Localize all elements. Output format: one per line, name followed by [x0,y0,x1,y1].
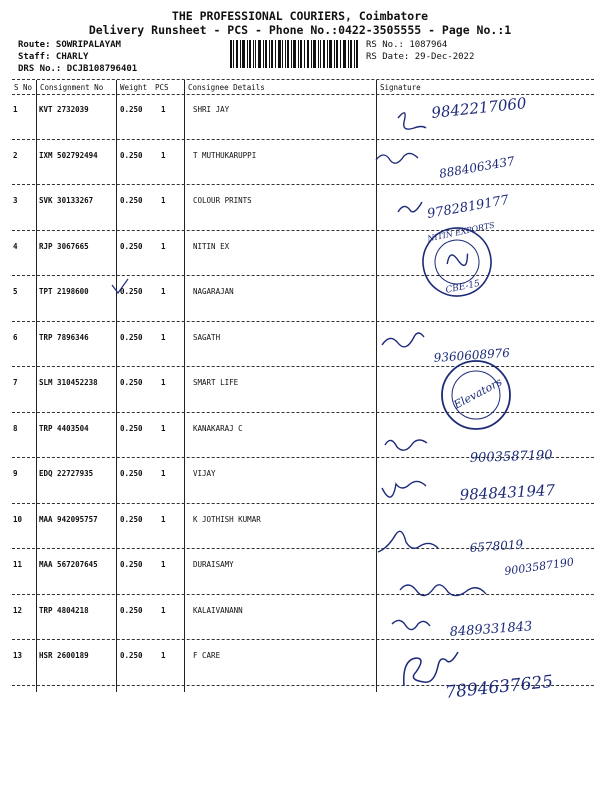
row-weight: 0.250 [120,469,143,478]
sig-note-12: 8489331843 [449,619,533,640]
col-sno-header: S No [14,83,33,92]
rs-number: RS No.: 1087964 [366,40,448,50]
row-consignee: COLOUR PRINTS [193,196,252,205]
row-consignee: SAGATH [193,332,221,342]
row-pcs: 1 [161,469,166,478]
smart-life-stamp [442,361,510,429]
col-weight-header: Weight [120,83,148,92]
row-consignment-no: TPT 2198600 [39,287,89,296]
signature-scribble [382,333,424,347]
row-consignee: DURAISAMY [193,560,234,569]
runsheet-subtitle: Delivery Runsheet - PCS - Phone No.:0422-3505555 - Page No.:1 [88,23,512,37]
row-consignment-no: SVK 30133267 [39,196,94,205]
row-consignee: NITIN EX [193,241,230,251]
row-consignment-no: MAA 567207645 [39,560,98,569]
row-sno: 9 [13,469,18,478]
row-weight: 0.250 [120,287,143,296]
row-sno: 13 [13,651,23,660]
sig-note-8: 9003587190 [469,448,553,466]
drs-number: DRS No.: DCJB108796401 [18,64,138,74]
row-sno: 8 [13,423,18,433]
row-consignment-no: TRP 7896346 [39,332,89,342]
row-pcs: 1 [161,560,166,569]
row-sno: 10 [13,514,23,524]
signature-scribble [400,585,486,596]
signature-scribble [392,620,430,629]
signature-scribble [382,481,426,497]
row-weight: 0.250 [120,150,143,160]
row-consignment-no: TRP 4403504 [39,423,89,433]
row-pcs: 1 [161,378,166,387]
row-pcs: 1 [161,332,166,342]
row-pcs: 1 [161,514,166,524]
row-consignment-no: TRP 4804218 [39,605,89,615]
row-consignment-no: IXM 502792494 [39,150,98,160]
row-weight: 0.250 [120,560,143,569]
company-title: THE PROFESSIONAL COURIERS, Coimbatore [171,9,429,23]
row-weight: 0.250 [120,332,143,342]
row-sno: 1 [13,105,18,114]
row-pcs: 1 [161,651,166,660]
sig-note-3: 9782819177 [426,192,511,222]
sig-note-13: 7894637625 [444,671,555,703]
signature-scribble [404,652,458,686]
route-label: Route: SOWRIPALAYAM [18,40,121,50]
signature-scribble [398,202,422,212]
row-consignee: SHRI JAY [193,105,230,114]
svg-text:CBE-15: CBE-15 [444,278,481,296]
row-weight: 0.250 [120,196,143,205]
row-sno: 7 [13,378,18,387]
row-consignee: NAGARAJAN [193,287,234,296]
row-consignee: VIJAY [193,469,216,478]
row-pcs: 1 [161,241,166,251]
row-weight: 0.250 [120,378,143,387]
row-consignment-no: SLM 310452238 [39,378,98,387]
rs-date: RS Date: 29-Dec-2022 [366,52,475,62]
row-pcs: 1 [161,605,166,615]
sig-note-10: 6578019 [469,537,524,555]
sig-note-2: 8884063437 [438,153,516,181]
row-consignee: T MUTHUKARUPPI [193,150,257,160]
row-pcs: 1 [161,196,166,205]
row-weight: 0.250 [120,514,143,524]
row-pcs: 1 [161,105,166,114]
row-sno: 5 [13,287,18,296]
row-consignee: K JOTHISH KUMAR [193,514,261,524]
col-consignee-header: Consignee Details [188,83,265,92]
row-consignment-no: HSR 2600189 [39,651,89,660]
row-sno: 3 [13,196,18,205]
row-consignment-no: MAA 942095757 [39,514,98,524]
row-pcs: 1 [161,287,166,296]
col-consignment-header: Consignment No [40,83,104,92]
row-consignee: F CARE [193,651,221,660]
row-sno: 12 [13,605,23,615]
row-sno: 6 [13,332,18,342]
sig-note-11: 9003587190 [503,555,575,578]
row-pcs: 1 [161,423,166,433]
signature-scribble [378,531,438,552]
signature-scribble [376,153,418,163]
row-weight: 0.250 [120,423,143,433]
row-consignee: KANAKARAJ C [193,423,243,433]
row-consignee: KALAIVANANN [193,605,243,615]
row-sno: 4 [13,241,18,251]
check-mark-icon [112,279,128,293]
staff-label: Staff: CHARLY [18,52,89,62]
col-pcs-header: PCS [155,83,169,92]
sig-note-6: 9360608976 [433,345,511,365]
row-consignment-no: RJP 3067665 [39,241,89,251]
row-weight: 0.250 [120,241,143,251]
svg-text:Elevators: Elevators [451,375,505,412]
svg-text:NITIN EXPORTS: NITIN EXPORTS [426,220,496,244]
col-signature-header: Signature [380,83,421,92]
sig-note-1: 9842217060 [430,94,528,122]
signature-scribble [398,113,426,129]
signature-scribble [385,440,427,450]
nitin-exports-stamp [417,219,508,302]
row-weight: 0.250 [120,105,143,114]
row-sno: 11 [13,560,23,569]
row-weight: 0.250 [120,605,143,615]
row-consignment-no: EDQ 22727935 [39,469,94,478]
row-sno: 2 [13,150,18,160]
row-weight: 0.250 [120,651,143,660]
row-pcs: 1 [161,150,166,160]
row-consignment-no: KVT 2732039 [39,105,89,114]
sig-note-9: 9848431947 [459,481,556,504]
row-consignee: SMART LIFE [193,378,239,387]
